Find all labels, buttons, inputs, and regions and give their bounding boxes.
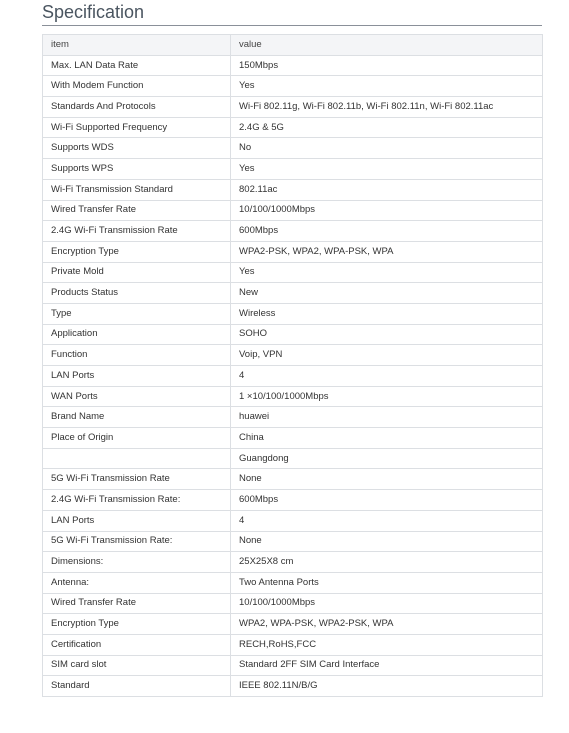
table-row [43,407,543,428]
spec-key: Wi-Fi Transmission Standard [43,179,231,200]
table-header-row [43,35,543,56]
spec-value: IEEE 802.11N/B/G [231,676,543,697]
spec-key: Antenna: [43,572,231,593]
table-row [43,159,543,180]
table-row [43,510,543,531]
spec-key: Private Mold [43,262,231,283]
spec-value: 150Mbps [231,55,543,76]
spec-key: SIM card slot [43,655,231,676]
table-row [43,97,543,118]
spec-key: 5G Wi-Fi Transmission Rate: [43,531,231,552]
spec-value: 600Mbps [231,490,543,511]
spec-table [42,34,543,697]
table-row [43,55,543,76]
spec-key: Encryption Type [43,614,231,635]
spec-key: Supports WPS [43,159,231,180]
spec-key: Certification [43,634,231,655]
spec-key: LAN Ports [43,366,231,387]
spec-key: Encryption Type [43,241,231,262]
spec-value: SOHO [231,324,543,345]
table-row [43,303,543,324]
table-row [43,221,543,242]
spec-key: WAN Ports [43,386,231,407]
table-row [43,345,543,366]
spec-value: 10/100/1000Mbps [231,200,543,221]
spec-value: 802.11ac [231,179,543,200]
spec-value: None [231,469,543,490]
spec-key: Dimensions: [43,552,231,573]
spec-value: Yes [231,76,543,97]
spec-key: With Modem Function [43,76,231,97]
spec-key: Supports WDS [43,138,231,159]
spec-value: Standard 2FF SIM Card Interface [231,655,543,676]
spec-key: Brand Name [43,407,231,428]
spec-value: Two Antenna Ports [231,572,543,593]
spec-value: 25X25X8 cm [231,552,543,573]
table-row [43,76,543,97]
spec-value: Yes [231,262,543,283]
spec-key: Products Status [43,283,231,304]
spec-key: Standard [43,676,231,697]
spec-key: Wired Transfer Rate [43,200,231,221]
spec-key: 5G Wi-Fi Transmission Rate [43,469,231,490]
spec-key: Application [43,324,231,345]
table-row [43,593,543,614]
table-row [43,283,543,304]
table-row [43,552,543,573]
spec-key: 2.4G Wi-Fi Transmission Rate: [43,490,231,511]
table-row [43,200,543,221]
spec-value: RECH,RoHS,FCC [231,634,543,655]
table-row [43,262,543,283]
spec-key: LAN Ports [43,510,231,531]
spec-value: Guangdong [231,448,543,469]
spec-value: 4 [231,510,543,531]
spec-key: Wired Transfer Rate [43,593,231,614]
spec-value: 600Mbps [231,221,543,242]
spec-value: huawei [231,407,543,428]
table-row [43,490,543,511]
spec-key: Standards And Protocols [43,97,231,118]
table-row [43,614,543,635]
spec-key: Type [43,303,231,324]
header-value: value [231,35,543,56]
spec-value: 1 ×10/100/1000Mbps [231,386,543,407]
table-row [43,179,543,200]
spec-value: WPA2-PSK, WPA2, WPA-PSK, WPA [231,241,543,262]
spec-value: None [231,531,543,552]
spec-value: 4 [231,366,543,387]
spec-value: Voip, VPN [231,345,543,366]
table-row [43,572,543,593]
table-row [43,676,543,697]
spec-key: Wi-Fi Supported Frequency [43,117,231,138]
spec-value: Yes [231,159,543,180]
spec-key: Max. LAN Data Rate [43,55,231,76]
table-row [43,324,543,345]
spec-value: Wireless [231,303,543,324]
table-row [43,531,543,552]
table-row [43,634,543,655]
table-row [43,448,543,469]
header-item: item [43,35,231,56]
table-row [43,386,543,407]
table-row [43,655,543,676]
table-row [43,366,543,387]
spec-table-body [43,35,543,697]
table-row [43,241,543,262]
spec-value: China [231,428,543,449]
spec-value: WPA2, WPA-PSK, WPA2-PSK, WPA [231,614,543,635]
table-row [43,469,543,490]
table-row [43,138,543,159]
spec-key: 2.4G Wi-Fi Transmission Rate [43,221,231,242]
spec-value: New [231,283,543,304]
spec-value: No [231,138,543,159]
spec-key: Place of Origin [43,428,231,449]
spec-key: Function [43,345,231,366]
spec-value: Wi-Fi 802.11g, Wi-Fi 802.11b, Wi-Fi 802.11n, Wi-Fi 802.11ac [231,97,543,118]
table-row [43,428,543,449]
spec-key [43,448,231,469]
table-row [43,117,543,138]
spec-value: 2.4G & 5G [231,117,543,138]
spec-value: 10/100/1000Mbps [231,593,543,614]
page-title: Specification [42,0,542,26]
